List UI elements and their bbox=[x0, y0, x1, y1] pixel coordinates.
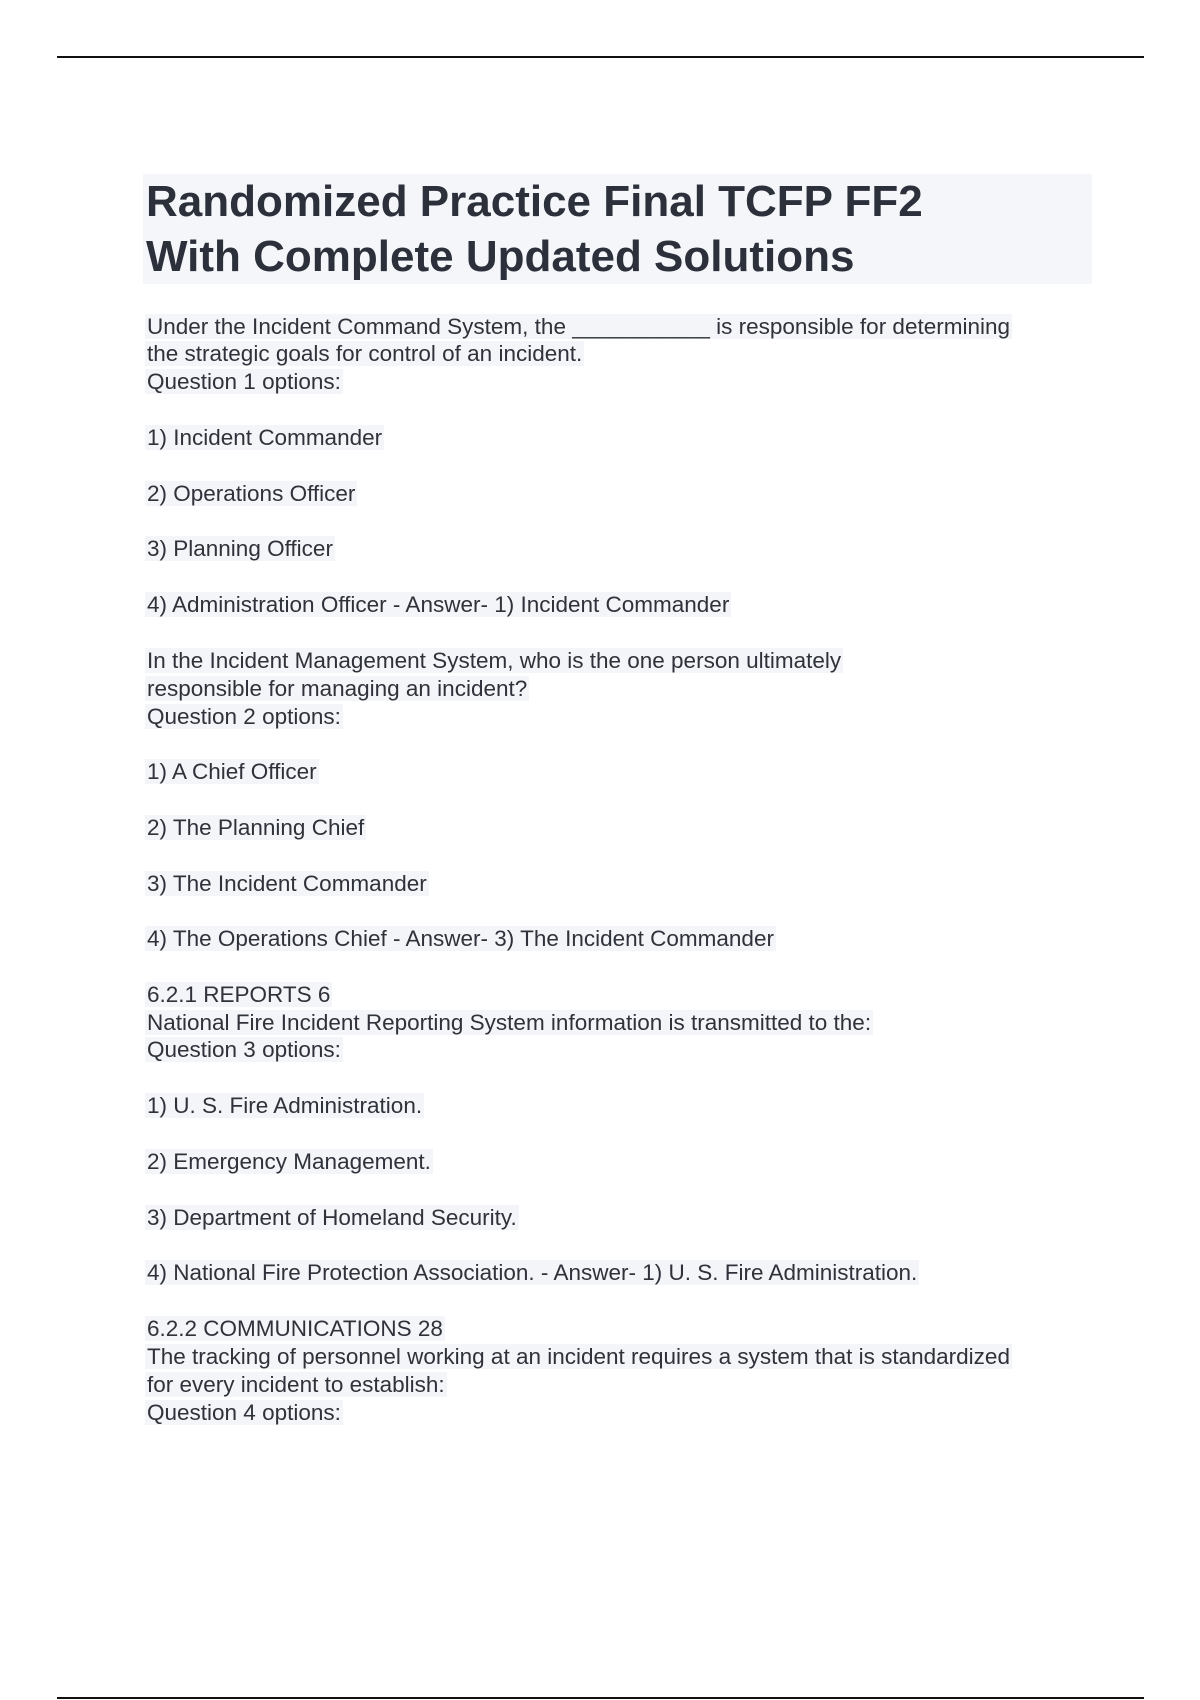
q2-option-3: 3) The Incident Commander bbox=[147, 871, 427, 896]
q1-option-3: 3) Planning Officer bbox=[147, 536, 333, 561]
q2-options-label: Question 2 options: bbox=[147, 704, 341, 729]
q1-options-label: Question 1 options: bbox=[147, 369, 341, 394]
title-line-1: Randomized Practice Final TCFP FF2 bbox=[146, 177, 923, 226]
q1-option-4-answer: 4) Administration Officer - Answer- 1) Incident Commander bbox=[147, 592, 730, 617]
q1-stem-line-2: the strategic goals for control of an incident. bbox=[147, 341, 583, 366]
q1-option-1: 1) Incident Commander bbox=[147, 425, 383, 450]
title-line-2: With Complete Updated Solutions bbox=[146, 232, 855, 281]
q3-option-3: 3) Department of Homeland Security. bbox=[147, 1205, 517, 1230]
bottom-rule bbox=[57, 1697, 1144, 1699]
q3-options-label: Question 3 options: bbox=[147, 1037, 341, 1062]
q4-options-label: Question 4 options: bbox=[147, 1400, 341, 1425]
q1-stem-line-1: Under the Incident Command System, the ___________ is responsible for determining bbox=[147, 314, 1010, 339]
q4-section-heading: 6.2.2 COMMUNICATIONS 28 bbox=[147, 1316, 443, 1341]
q3-option-4-answer: 4) National Fire Protection Association. - Answer- 1) U. S. Fire Administration. bbox=[147, 1260, 918, 1285]
q3-section-heading: 6.2.1 REPORTS 6 bbox=[147, 982, 331, 1007]
q2-stem-line-2: responsible for managing an incident? bbox=[147, 676, 528, 701]
q1-option-2: 2) Operations Officer bbox=[147, 481, 356, 506]
q4-stem-line-1: The tracking of personnel working at an incident requires a system that is standardized bbox=[147, 1344, 1010, 1369]
q2-option-4-answer: 4) The Operations Chief - Answer- 3) The Incident Commander bbox=[147, 926, 774, 951]
q2-option-2: 2) The Planning Chief bbox=[147, 815, 365, 840]
q3-option-2: 2) Emergency Management. bbox=[147, 1149, 431, 1174]
q2-stem-line-1: In the Incident Management System, who is the one person ultimately bbox=[147, 648, 842, 673]
q4-stem-line-2: for every incident to establish: bbox=[147, 1372, 445, 1397]
q2-option-1: 1) A Chief Officer bbox=[147, 759, 317, 784]
q3-stem-line-1: National Fire Incident Reporting System information is transmitted to the: bbox=[147, 1010, 872, 1035]
q3-option-1: 1) U. S. Fire Administration. bbox=[147, 1093, 423, 1118]
